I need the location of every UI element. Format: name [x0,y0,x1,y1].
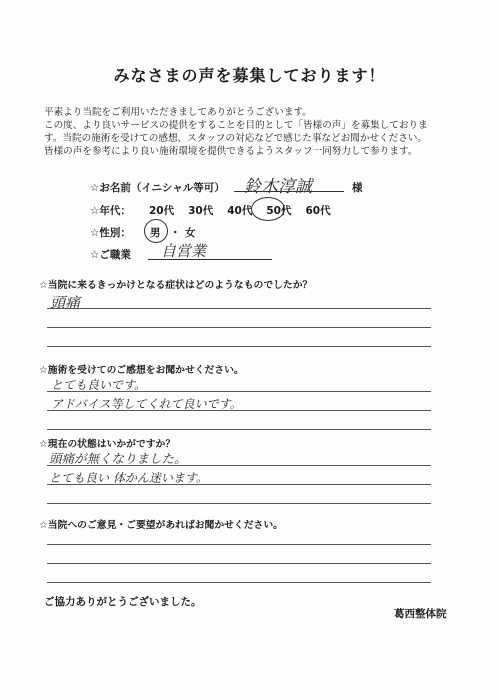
intro-line: この度、より良いサービスの提供をすることを目的として「皆様の声」を募集しておりま [44,120,428,131]
age-selected-circle [251,197,285,221]
age-label: ☆年代： [90,205,131,217]
clinic-name: 葛西整体院 [394,608,447,620]
answer-impression-2: アドバイス等してくれて良いです。 [51,397,242,411]
gender-label: ☆性別： [90,227,131,239]
intro-line: 皆様の声を参考により良い施術環境を提供できるようスタッフ一同努力して参ります。 [44,146,418,157]
question-feedback: ☆当院へのご意見・ご要望があればお聞かせください。 [39,520,283,531]
page-title: みなさまの声を募集しております！ [113,66,386,85]
answer-line [47,346,431,347]
answer-condition-2: とても良い 体かん迷います。 [49,471,208,485]
intro-line: 平素より当院をご利用いただきましてありがとうございます。 [44,107,312,118]
job-label: ☆ご職業 [90,249,131,261]
thanks-text: ご協力ありがとうございました。 [44,596,202,608]
answer-line [47,582,431,583]
question-impression: ☆施術を受けてのご感想をお聞かせください。 [39,365,244,376]
name-value: 鈴木淳誠 [244,177,312,197]
answer-line [47,410,431,411]
age-options [149,203,345,218]
intro-text [44,106,474,158]
answer-line [47,563,431,564]
gender-male: 男 [150,227,161,239]
answer-line [47,484,431,485]
age-option: 20代 [149,205,175,217]
answer-symptom-1: 頭痛 [50,294,81,312]
name-label: ☆お名前（イニシャル等可） [90,182,225,194]
question-symptom: ☆当院に来るきっかけとなる症状はどのようなものでしたか？ [39,280,313,291]
gender-separator: ・ [170,227,181,239]
answer-line [47,391,431,392]
job-value: 自営業 [161,242,207,260]
answer-line [47,429,431,430]
age-option: 40代 [227,205,253,217]
intro-line: す。当院の施術を受けての感想、スタッフの対応などで感じた事などお聞かせください。 [44,133,427,144]
age-option: 60代 [305,205,331,217]
gender-female: 女 [185,227,196,239]
answer-line [47,503,431,504]
name-underline [234,191,344,192]
name-suffix: 様 [352,182,363,194]
age-option: 30代 [188,205,214,217]
answer-line [47,544,431,545]
age-option: 50代 [266,205,292,217]
answer-line [47,308,431,309]
question-condition: ☆現在の状態はいかがですか？ [39,439,176,450]
job-underline [148,259,272,260]
answer-line [47,327,431,328]
answer-impression-1: とても良いです。 [51,378,147,392]
answer-condition-1: 頭痛が無くなりました。 [49,451,187,466]
answer-line [47,465,431,466]
